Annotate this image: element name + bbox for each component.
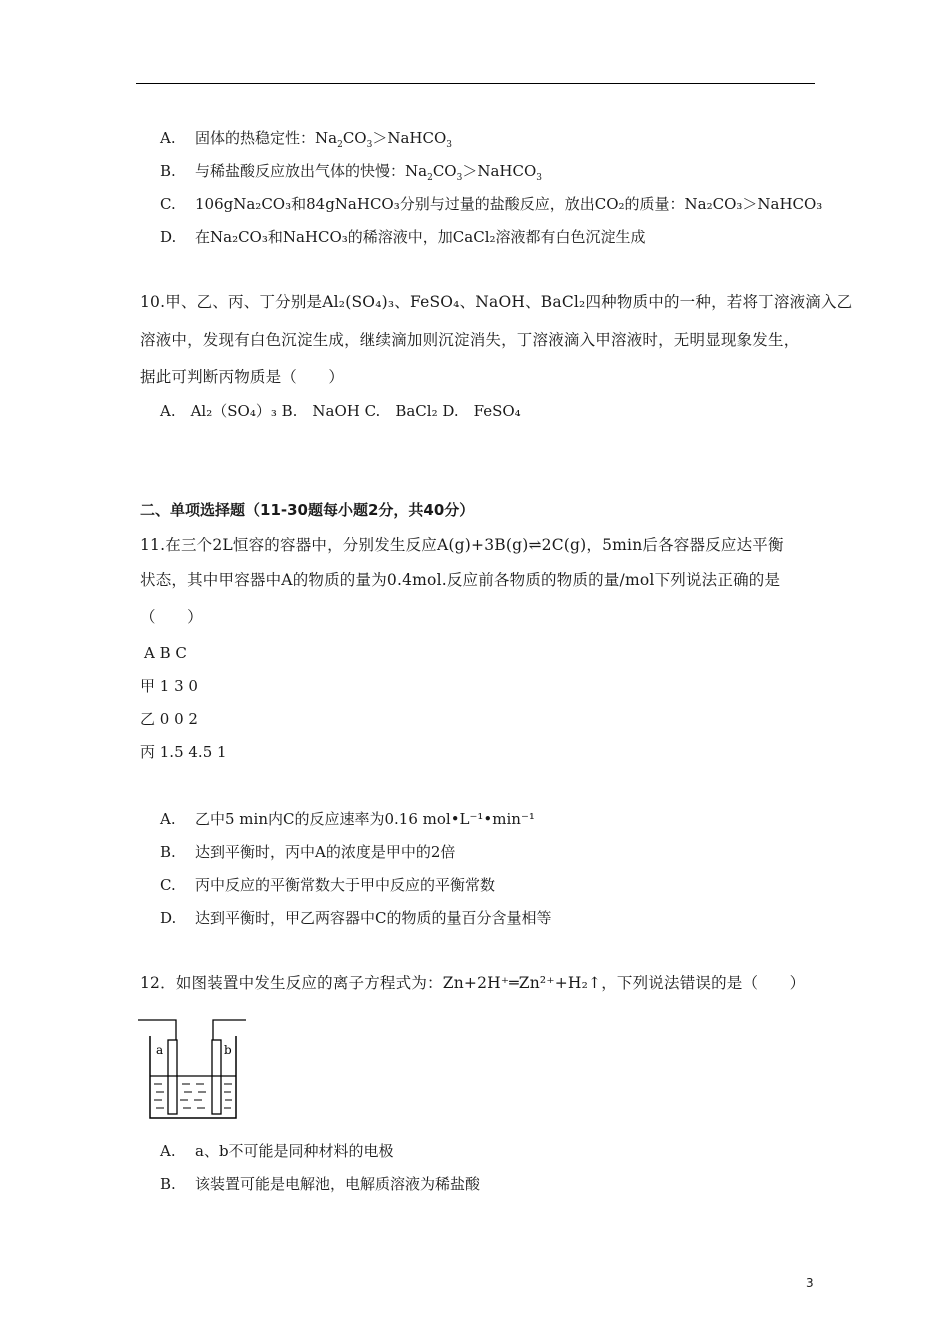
header-rule xyxy=(136,83,815,84)
section-heading: 二、单项选择题（11-30题每小题2分，共40分） xyxy=(140,501,475,519)
q11-table-header: A B C xyxy=(144,644,187,662)
electrode-a-label: a xyxy=(156,1043,164,1057)
electrode-a xyxy=(168,1040,177,1114)
q11-table-row: 乙 0 0 2 xyxy=(140,710,198,728)
electrolysis-apparatus-diagram xyxy=(136,1014,248,1122)
q10-options: A. Al₂（SO₄）₃ B. NaOH C. BaCl₂ D. FeSO₄ xyxy=(160,402,521,420)
q11-table-row: 丙 1.5 4.5 1 xyxy=(140,743,227,761)
q11-stem-line1: 11.在三个2L恒容的容器中，分别发生反应A(g)+3B(g)⇌2C(g)，5min后各容器反应达平衡 xyxy=(140,536,784,554)
q11-stem-line2: 状态，其中甲容器中A的物质的量为0.4mol.反应前各物质的物质的量/mol下列说法正确的是 xyxy=(140,571,781,589)
q11-table-row: 甲 1 3 0 xyxy=(140,677,198,695)
electrode-b xyxy=(212,1040,221,1114)
q12-stem: 12．如图装置中发生反应的离子方程式为：Zn+2H⁺═Zn²⁺+H₂↑，下列说法错误的是（ ） xyxy=(140,974,806,992)
q11-stem-line3: （ ） xyxy=(140,608,203,626)
electrode-b-label: b xyxy=(224,1043,232,1057)
q10-stem-line3: 据此可判断丙物质是（ ） xyxy=(140,368,345,386)
page-number: 3 xyxy=(806,1276,814,1290)
q10-stem-line2: 溶液中，发现有白色沉淀生成，继续滴加则沉淀消失，丁溶液滴入甲溶液时，无明显现象发生， xyxy=(140,331,800,349)
q10-stem-line1: 10.甲、乙、丙、丁分别是Al₂(SO₄)₃、FeSO₄、NaOH、BaCl₂四种物质中的一种，若将丁溶液滴入乙 xyxy=(140,293,853,311)
